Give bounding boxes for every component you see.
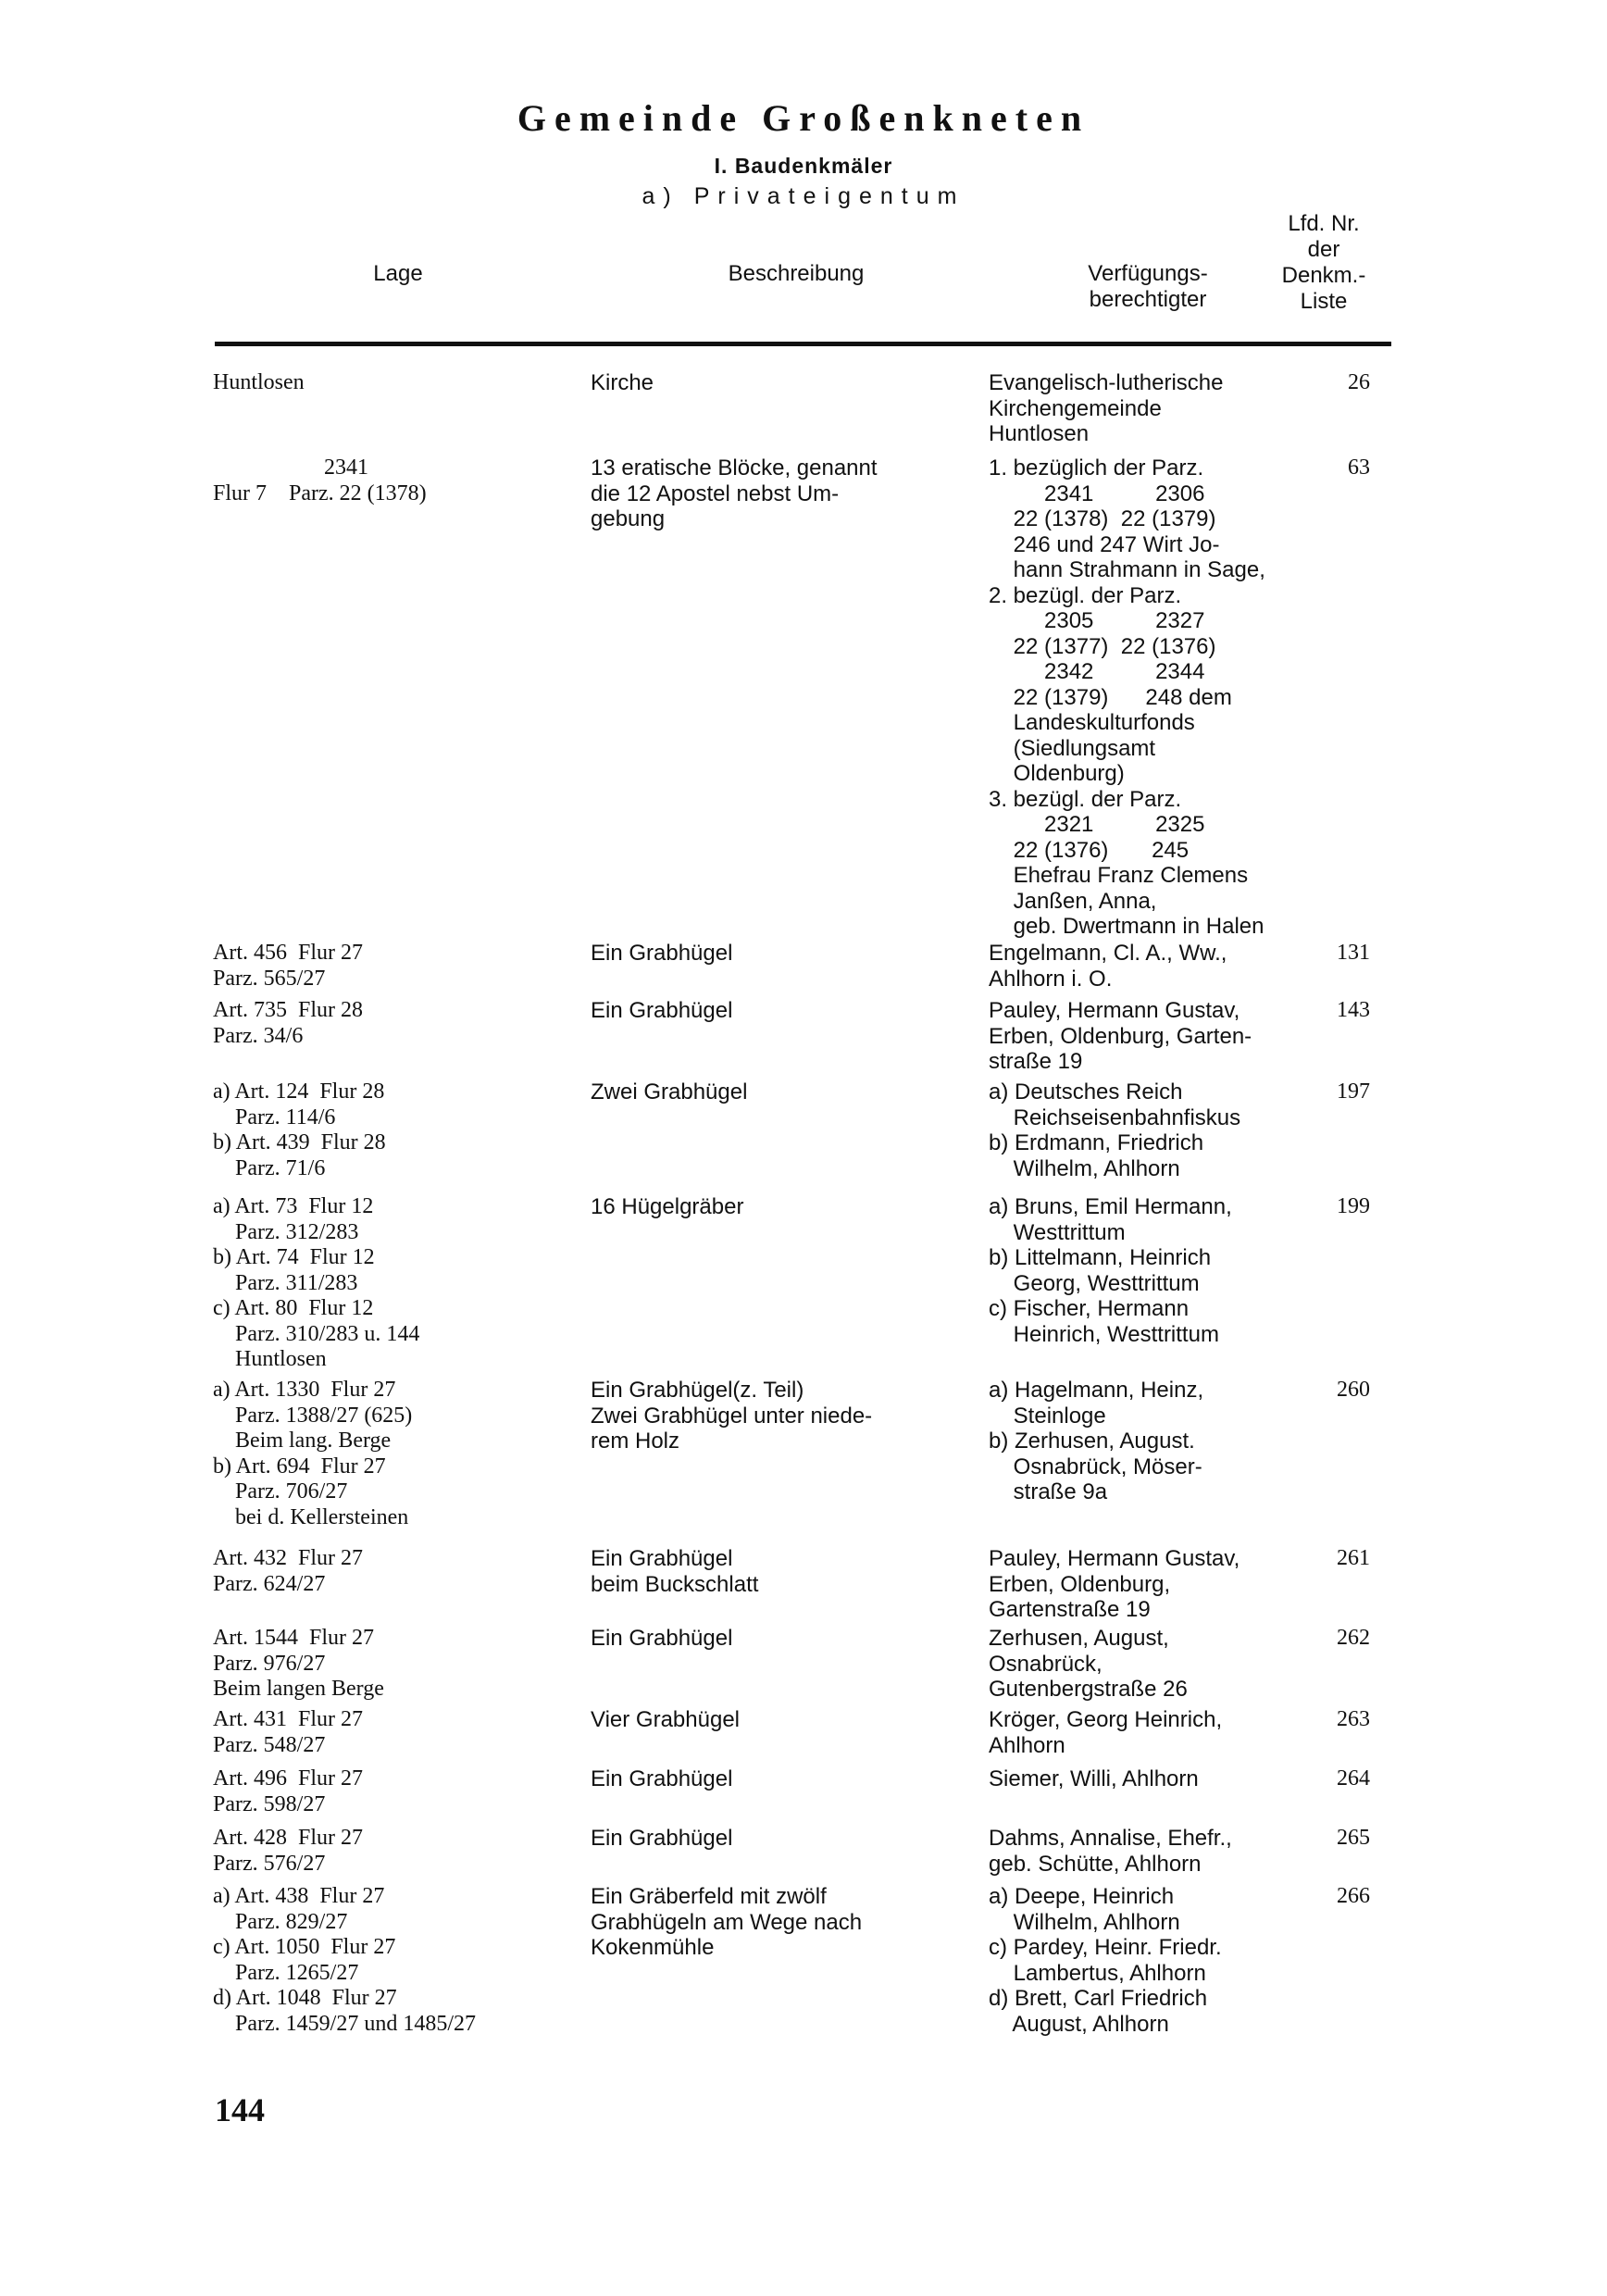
column-header-lfd-line1: Lfd. Nr. [1288,211,1360,236]
entry-description [591,370,979,396]
entry-location-line: Art. 735 Flur 28 [213,998,363,1022]
entry-list-number: 260 [1337,1378,1370,1402]
entry-location-line: b) Art. 439 Flur 28 [213,1130,386,1154]
entry-owner-line: Zerhusen, August, [989,1626,1169,1651]
entry-location-line: a) Art. 1330 Flur 27 [213,1378,396,1402]
entry-location [213,1194,602,1373]
entry-location-line: c) Art. 1050 Flur 27 [213,1935,396,1959]
entry-owner-line: b) Erdmann, Friedrich [989,1130,1204,1155]
entry-description-line: Ein Grabhügel [591,1546,733,1571]
entry-description-line: Ein Grabhügel [591,1826,733,1851]
entry-owner-line: 246 und 247 Wirt Jo- [989,531,1220,557]
column-header-beschreibung: Beschreibung [728,261,865,286]
entry-owner-line: Wilhelm, Ahlhorn [989,1155,1180,1181]
entry-owner-line: Osnabrück, [989,1651,1102,1677]
column-header-verfuegung-line2: berechtigter [1089,287,1207,312]
entry-location [213,1546,602,1597]
entry-location-line: Flur 7 Parz. 22 (1378) [213,480,427,505]
entry-location-line: Parz. 565/27 [213,966,326,991]
entry-owner-line: Georg, Westtrittum [989,1270,1200,1296]
entry-owner-line: geb. Schütte, Ahlhorn [989,1851,1202,1877]
entry-location-line: a) Art. 438 Flur 27 [213,1884,385,1908]
entry-owner-line: Wilhelm, Ahlhorn [989,1909,1180,1935]
entry-owner-line: Evangelisch-lutherische [989,370,1224,395]
entry-location [213,455,602,506]
entry-location-line: Parz. 310/283 u. 144 [213,1321,420,1346]
entry-location-line: Parz. 311/283 [213,1270,358,1295]
entry-location-line: Parz. 576/27 [213,1851,326,1876]
column-header-lfd-nr [1259,211,1389,315]
entry-location [213,1079,602,1181]
entry-description [591,1826,979,1852]
entry-list-number: 262 [1337,1626,1370,1650]
entry-location-line: Parz. 598/27 [213,1791,326,1816]
entry-owner-line: Kröger, Georg Heinrich, [989,1707,1223,1732]
entry-owner-line: c) Fischer, Hermann [989,1296,1190,1321]
entry-location [213,370,602,396]
entry-location-line: Parz. 624/27 [213,1571,326,1596]
entry-location-line: Art. 432 Flur 27 [213,1546,363,1570]
entry-description-line: 13 eratische Blöcke, genannt [591,455,878,480]
entry-location-line: Parz. 312/283 [213,1219,359,1244]
entry-owner-line: Engelmann, Cl. A., Ww., [989,941,1227,966]
entry-owner-line: d) Brett, Carl Friedrich [989,1986,1208,2011]
entry-description [591,1546,979,1597]
entry-location [213,1766,602,1817]
entry-description-line: Zwei Grabhügel unter niede- [591,1403,873,1429]
entry-location-line: Parz. 114/6 [213,1104,336,1129]
entry-location-line: Parz. 1459/27 und 1485/27 [213,2011,476,2036]
entry-location-line: b) Art. 694 Flur 27 [213,1454,386,1479]
entry-location-line: c) Art. 80 Flur 12 [213,1296,374,1320]
entry-location-line: a) Art. 124 Flur 28 [213,1079,385,1104]
entry-owner-line: a) Hagelmann, Heinz, [989,1378,1204,1403]
entry-owner-line: Ehefrau Franz Clemens [989,863,1249,888]
entry-location-line: bei d. Kellersteinen [213,1504,409,1529]
entry-owner-line: Erben, Oldenburg, [989,1571,1171,1597]
entry-description [591,1707,979,1733]
subsection-heading: a) Privateigentum [642,183,965,209]
entry-owner-line: Osnabrück, Möser- [989,1454,1202,1479]
entry-description [591,455,979,532]
entry-owner-line: a) Bruns, Emil Hermann, [989,1194,1232,1219]
entry-location-line: Parz. 71/6 [213,1155,326,1180]
entry-description [591,1626,979,1652]
entry-owner-line: Heinrich, Westtrittum [989,1321,1219,1347]
entry-owner-line: Pauley, Hermann Gustav, [989,1546,1240,1571]
entry-location [213,1707,602,1758]
entry-description-line: die 12 Apostel nebst Um- [591,480,840,506]
entry-location-line: 2341 [213,455,368,480]
entry-location-line: Parz. 829/27 [213,1909,348,1934]
entry-owner-line: 22 (1378) 22 (1379) [989,506,1216,531]
entry-location [213,1826,602,1877]
entry-location [213,941,602,992]
entry-description-line: gebung [591,506,666,531]
entry-location [213,998,602,1049]
entry-location-line: Art. 496 Flur 27 [213,1766,363,1791]
entry-location-line: Parz. 34/6 [213,1023,304,1048]
entry-location-line: Parz. 1265/27 [213,1960,359,1985]
entry-description [591,1884,979,1961]
header-rule [215,342,1391,346]
column-header-lage: Lage [373,261,423,286]
column-header-lfd-line2: der [1307,237,1340,262]
entry-owner-line: Pauley, Hermann Gustav, [989,998,1240,1023]
entry-location-line: Huntlosen [213,370,305,394]
entry-description-line: Ein Grabhügel [591,998,733,1023]
entry-location-line: b) Art. 74 Flur 12 [213,1245,375,1269]
entry-owner-line: b) Littelmann, Heinrich [989,1245,1212,1270]
entry-location-line: Art. 431 Flur 27 [213,1707,363,1731]
entry-owner-line: Reichseisenbahnfiskus [989,1104,1241,1130]
entry-owner-line: hann Strahmann in Sage, [989,557,1265,582]
entry-owner-line: 2341 2306 [989,480,1205,506]
entry-list-number: 265 [1337,1826,1370,1850]
entry-owner-line: August, Ahlhorn [989,2011,1169,2037]
entry-location-line: d) Art. 1048 Flur 27 [213,1986,397,2010]
column-header-lfd-line3: Denkm.- [1281,263,1366,288]
page-number: 144 [215,2091,265,2128]
entry-owner-line: Gartenstraße 19 [989,1597,1151,1622]
entry-owner-line: a) Deepe, Heinrich [989,1884,1175,1909]
entry-list-number: 26 [1348,370,1370,394]
entry-owner-line: a) Deutsches Reich [989,1079,1183,1104]
entry-owner-line: straße 9a [989,1479,1108,1504]
entry-owner-line: Westtrittum [989,1219,1126,1245]
entry-description [591,1079,979,1105]
entry-list-number: 264 [1337,1766,1370,1791]
entry-list-number: 261 [1337,1546,1370,1570]
entry-description-line: beim Buckschlatt [591,1571,759,1597]
entry-location-line: Beim langen Berge [213,1677,384,1701]
entry-owner-line: 22 (1376) 245 [989,837,1190,863]
entry-owner-line: 2342 2344 [989,659,1205,684]
entry-list-number: 266 [1337,1884,1370,1908]
entry-location-line: Parz. 976/27 [213,1651,326,1676]
entry-owner-line: geb. Dwertmann in Halen [989,914,1264,939]
entry-description-line: Kirche [591,370,654,395]
entry-location-line: Parz. 1388/27 (625) [213,1403,413,1428]
entry-owner-line: 22 (1379) 248 dem [989,684,1232,710]
entry-location [213,1884,602,2037]
entry-owner-line: 2305 2327 [989,608,1205,633]
entry-description-line: Grabhügeln am Wege nach [591,1909,863,1935]
entry-owner-line: 1. bezüglich der Parz. [989,455,1204,480]
column-header-lfd-line4: Liste [1300,289,1348,314]
entry-owner-line: Oldenburg) [989,761,1125,786]
entry-owner-line: Gutenbergstraße 26 [989,1677,1188,1702]
page-title: Gemeinde Großenkneten [517,97,1090,139]
column-header-verfuegung [1046,261,1250,313]
entry-owner-line: Huntlosen [989,421,1090,446]
entry-owner [989,455,1340,940]
entry-location-line: Art. 456 Flur 27 [213,941,363,965]
entry-location-line: Huntlosen [213,1347,327,1371]
entry-owner-line: Siemer, Willi, Ahlhorn [989,1766,1199,1791]
entry-owner-line: Landeskulturfonds [989,710,1195,735]
entry-description-line: Vier Grabhügel [591,1707,740,1732]
entry-description-line: 16 Hügelgräber [591,1194,744,1219]
entry-location-line: Parz. 706/27 [213,1479,348,1504]
entry-description-line: Ein Grabhügel(z. Teil) [591,1378,804,1403]
entry-location-line: Art. 428 Flur 27 [213,1826,363,1850]
entry-location-line: Beim lang. Berge [213,1429,392,1453]
entry-owner-line: Ahlhorn [989,1732,1065,1758]
entry-description-line: Ein Gräberfeld mit zwölf [591,1884,827,1909]
entry-owner-line: c) Pardey, Heinr. Friedr. [989,1935,1222,1960]
entry-owner-line: 2. bezügl. der Parz. [989,582,1182,608]
entry-owner-line: Janßen, Anna, [989,888,1157,914]
column-header-verfuegung-line1: Verfügungs- [1088,261,1208,286]
entry-location-line: Parz. 548/27 [213,1732,326,1757]
entry-description [591,1194,979,1220]
entry-owner-line: straße 19 [989,1049,1083,1074]
entry-description [591,1378,979,1454]
entry-location-line: a) Art. 73 Flur 12 [213,1194,374,1218]
entry-owner-line: Kirchengemeinde [989,395,1162,421]
entry-list-number: 263 [1337,1707,1370,1731]
entry-list-number: 197 [1337,1079,1370,1104]
entry-description [591,1766,979,1792]
entry-description-line: Ein Grabhügel [591,1626,733,1651]
entry-description [591,941,979,967]
entry-description [591,998,979,1024]
entry-list-number: 131 [1337,941,1370,965]
entry-location [213,1626,602,1703]
entry-owner-line: 22 (1377) 22 (1376) [989,633,1216,659]
entry-description-line: Ein Grabhügel [591,1766,733,1791]
entry-owner-line: Ahlhorn i. O. [989,966,1113,992]
section-heading: I. Baudenkmäler [714,154,893,178]
entry-location [213,1378,602,1530]
entry-owner-line: Erben, Oldenburg, Garten- [989,1023,1252,1049]
entry-list-number: 199 [1337,1194,1370,1218]
entry-description-line: Ein Grabhügel [591,941,733,966]
entry-owner-line: b) Zerhusen, August. [989,1429,1195,1454]
entry-list-number: 63 [1348,455,1370,480]
entry-owner-line: Dahms, Annalise, Ehefr., [989,1826,1232,1851]
entry-owner-line: Steinloge [989,1403,1106,1429]
entry-owner-line: 2321 2325 [989,812,1205,837]
entry-owner-line: 3. bezügl. der Parz. [989,786,1182,812]
entry-description-line: Kokenmühle [591,1935,715,1960]
entry-list-number: 143 [1337,998,1370,1022]
entry-description-line: rem Holz [591,1429,680,1454]
entry-location-line: Art. 1544 Flur 27 [213,1626,374,1650]
entry-description-line: Zwei Grabhügel [591,1079,748,1104]
entry-owner-line: Lambertus, Ahlhorn [989,1960,1206,1986]
entry-owner-line: (Siedlungsamt [989,735,1156,761]
